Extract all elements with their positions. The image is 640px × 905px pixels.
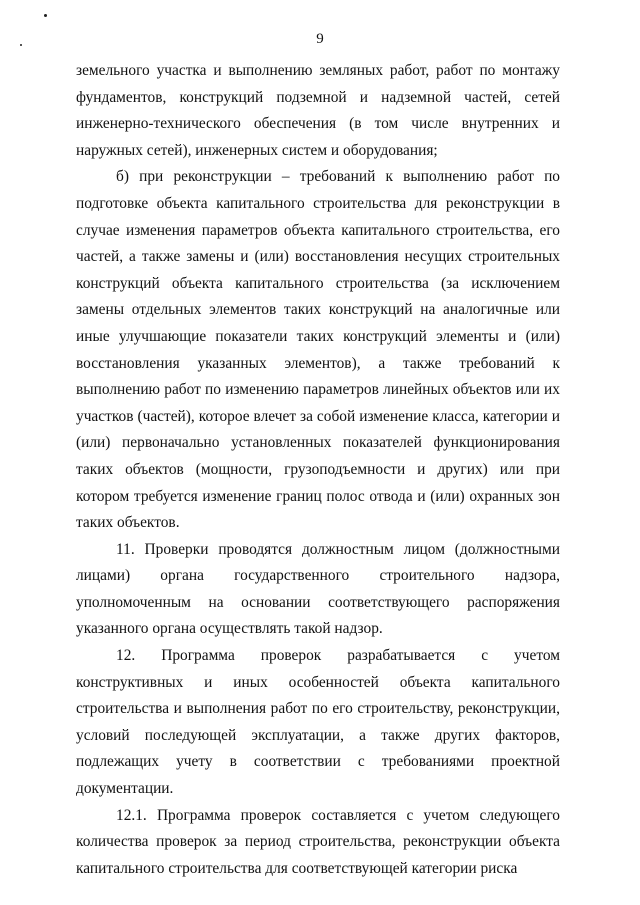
page-number: 9 bbox=[316, 31, 324, 47]
paragraph-12: 12. Программа проверок разрабатывается с учетом конструктивных и иных особенностей объекта капитального строительства и выполнения работ по его строительству, реконструкции, условий последующей эксплуатации, а также других факторов, подлежащих учету в соответствии с требованиями проектной документации. bbox=[76, 647, 560, 798]
paragraph-11: 11. Проверки проводятся должностным лицом (должностными лицами) органа государственного строительного надзора, уполномоченным на основании соответствующего распоряжения указанного органа осуществлять такой надзор. bbox=[76, 540, 560, 638]
document-text bbox=[76, 58, 560, 882]
scan-speck bbox=[44, 14, 47, 17]
paragraph-b-reconstruction: б) при реконструкции – требований к выполнению работ по подготовке объекта капитального строительства для реконструкции в случае изменения параметров объекта капитального строительства, его частей, а также замены и (или) восстановления несущих строительных конструкций объекта капитального строительства (за исключением замены отдельных элементов таких конструкций на аналогичные или иные улучшающие показатели таких конструкций элементы и (или) восстановления указанных элементов), а также требований к выполнению работ по изменению параметров линейных объектов или их участков (частей), которое влечет за собой изменение класса, категории и (или) первоначально установленных показателей функционирования таких объектов (мощности, грузоподъемности и других) или при котором требуется изменение границ полос отвода и (или) охранных зон таких объектов. bbox=[76, 168, 560, 532]
paragraph-continuation: земельного участка и выполнению земляных работ, работ по монтажу фундаментов, конструкций подземной и надземной частей, сетей инженерно-технического обеспечения (в том числе внутренних и наружных сетей), инженерных систем и оборудования; bbox=[76, 62, 560, 159]
paragraph-12-1: 12.1. Программа проверок составляется с учетом следующего количества проверок за период строительства, реконструкции объекта капитального строительства для соответствующей категории риска bbox=[76, 806, 560, 877]
